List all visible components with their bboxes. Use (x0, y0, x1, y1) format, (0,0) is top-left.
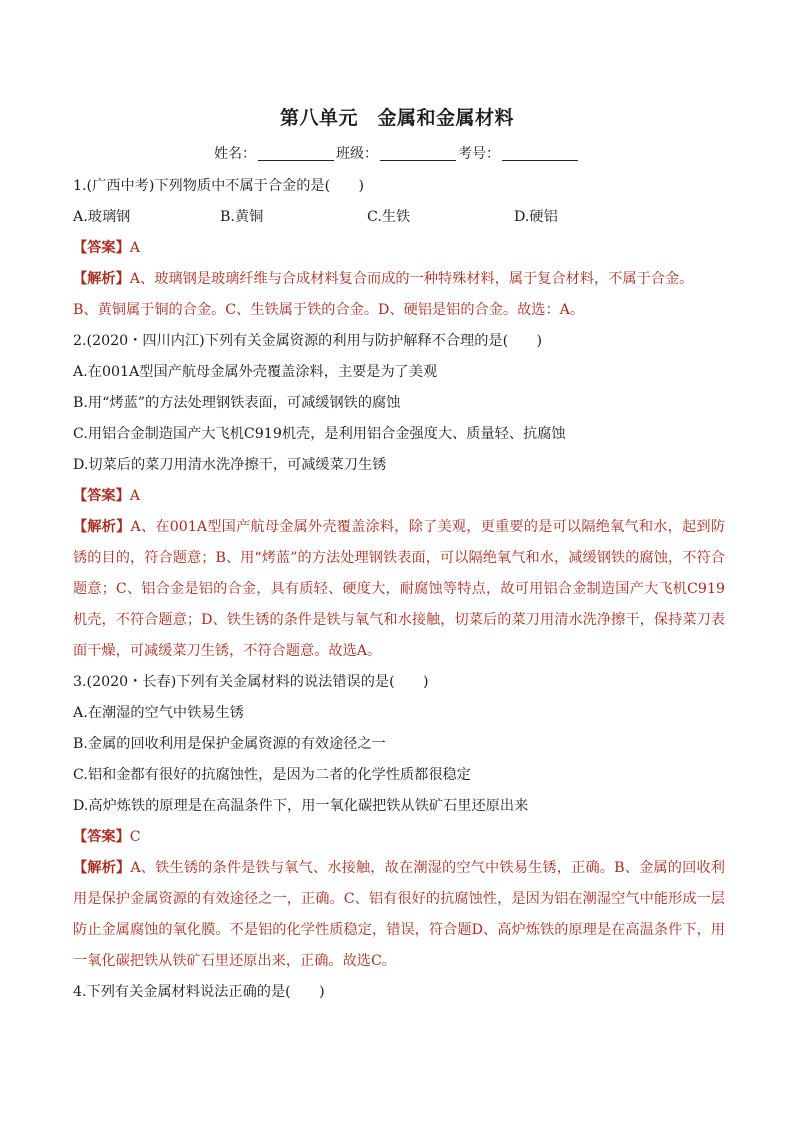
option-a: A.在001A型国产航母金属外壳覆盖涂料，主要是为了美观 (73, 364, 438, 380)
answer-line (73, 822, 725, 853)
option-d: D.高炉炼铁的原理是在高温条件下，用一氧化碳把铁从铁矿石里还原出来 (73, 798, 529, 814)
answer-tag: 【答案】 (73, 829, 130, 845)
answer-value: C (129, 829, 141, 845)
option-c: C.生铁 (367, 209, 411, 225)
option-b: B.金属的回收利用是保护金属资源的有效途径之一 (73, 736, 386, 752)
analysis-line (73, 264, 725, 295)
id-field[interactable] (502, 146, 578, 161)
option-row (73, 202, 725, 233)
question-stem: 3.(2020・长春)下列有关金属材料的说法错误的是( ) (73, 674, 429, 690)
answer-tag: 【答案】 (73, 488, 130, 504)
analysis-tag: 【解析】 (73, 271, 130, 287)
option-a: A.玻璃钢 (73, 209, 131, 225)
id-label: 考号： (458, 146, 500, 162)
student-info-line (0, 143, 794, 163)
analysis-line: B、黄铜属于铜的合金。C、生铁属于铁的合金。D、硬铝是铝的合金。故选：A。 (73, 302, 585, 318)
answer-tag: 【答案】 (73, 240, 130, 256)
analysis-tag: 【解析】 (73, 519, 131, 535)
question-stem: 1.(广西中考)下列物质中不属于合金的是( ) (73, 178, 365, 194)
option-c: C.铝和金都有很好的抗腐蚀性，是因为二者的化学性质都很稳定 (73, 767, 471, 783)
analysis-paragraph (73, 853, 725, 977)
option-a: A.在潮湿的空气中铁易生锈 (73, 705, 244, 721)
option-b: B.黄铜 (220, 209, 264, 225)
option-d: D.硬铝 (514, 209, 558, 225)
question-2 (73, 326, 725, 667)
analysis-text: A、在001A型国产航母金属外壳覆盖涂料，除了美观，更重要的是可以隔绝氧气和水，起到防锈的目的，符合题意；B、用“烤蓝”的方法处理钢铁表面，可以隔绝氧气和水，减缓钢铁的腐蚀，不符合题意；C、铝合金是铝的合金，具有质轻、硬度大，耐腐蚀等特点，故可用铝合金制造国产大飞机C919机壳，不符合题意；D、铁生锈的条件是铁与氧气和水接触，切菜后的菜刀用清水洗净擦干，保持菜刀表面干燥，可减缓菜刀生锈，不符合题意。故选A。 (73, 519, 725, 659)
question-4 (73, 977, 725, 1008)
option-d: D.切菜后的菜刀用清水洗净擦干，可减缓菜刀生锈 (73, 457, 387, 473)
answer-value: A (129, 488, 141, 504)
question-stem: 2.(2020・四川内江)下列有关金属资源的利用与防护解释不合理的是( ) (73, 333, 543, 349)
analysis-text: A、玻璃钢是玻璃纤维与合成材料复合而成的一种特殊材料，属于复合材料，不属于合金。 (129, 271, 694, 287)
analysis-paragraph (73, 512, 725, 667)
option-b: B.用“烤蓝”的方法处理钢铁表面，可减缓钢铁的腐蚀 (73, 395, 401, 411)
name-label: 姓名： (214, 146, 256, 162)
class-field[interactable] (380, 146, 456, 161)
class-label: 班级： (336, 146, 378, 162)
analysis-tag: 【解析】 (73, 860, 131, 876)
name-field[interactable] (258, 146, 334, 161)
question-list (73, 171, 725, 1008)
answer-line (73, 233, 725, 264)
question-stem: 4.下列有关金属材料说法正确的是( ) (73, 984, 325, 1000)
answer-line (73, 481, 725, 512)
analysis-text: A、铁生锈的条件是铁与氧气、水接触，故在潮湿的空气中铁易生锈，正确。B、金属的回收利用是保护金属资源的有效途径之一，正确。C、铝有很好的抗腐蚀性，是因为铝在潮湿空气中能形成一层防止金属腐蚀的氧化膜。不是铝的化学性质稳定，错误，符合题D、高炉炼铁的原理是在高温条件下，用一氧化碳把铁从铁矿石里还原出来，正确。故选C。 (73, 860, 725, 969)
question-3 (73, 667, 725, 977)
option-c: C.用铝合金制造国产大飞机C919机壳，是利用铝合金强度大、质量轻、抗腐蚀 (73, 426, 566, 442)
page-title: 第八单元 金属和金属材料 (279, 107, 514, 129)
answer-value: A (129, 240, 141, 256)
question-1 (73, 171, 725, 326)
